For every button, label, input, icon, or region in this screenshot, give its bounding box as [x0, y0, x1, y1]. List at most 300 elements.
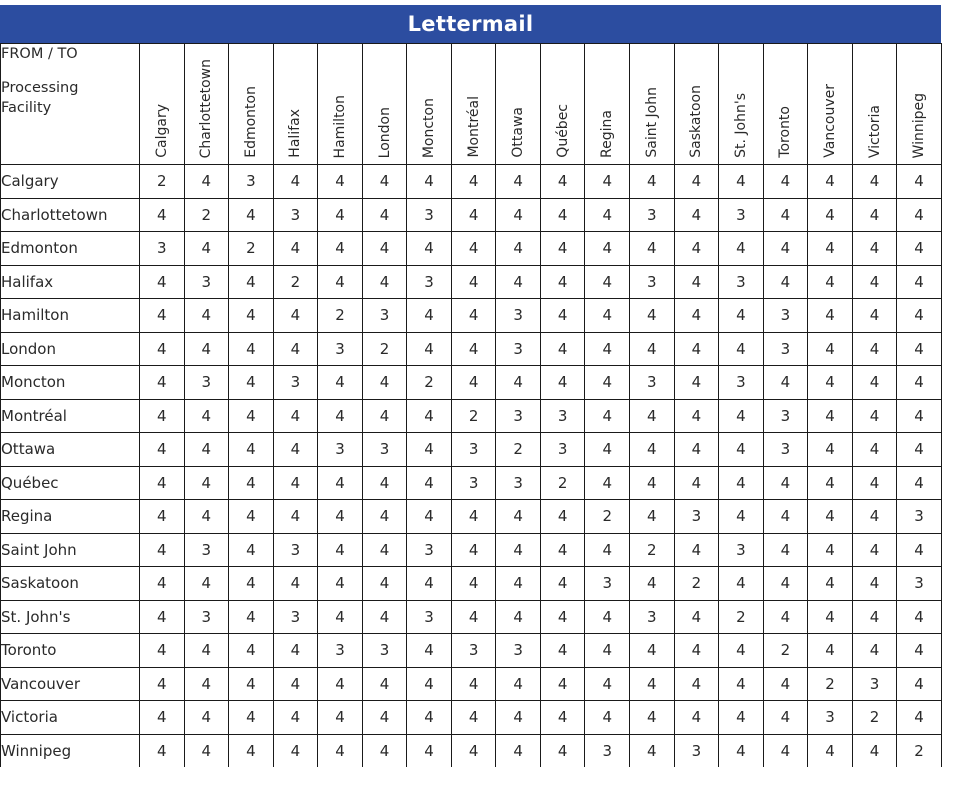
delivery-days-cell: 4: [273, 433, 318, 467]
table-row: [1, 500, 942, 534]
delivery-days-cell: 3: [496, 332, 541, 366]
delivery-days-cell: 4: [140, 265, 185, 299]
delivery-days-cell: 4: [808, 533, 853, 567]
delivery-days-cell: 4: [451, 232, 496, 266]
delivery-days-cell: 4: [674, 165, 719, 199]
delivery-days-cell: 4: [184, 332, 229, 366]
delivery-days-cell: 3: [852, 667, 897, 701]
table-row: [1, 232, 942, 266]
delivery-days-cell: 4: [229, 567, 274, 601]
delivery-days-cell: 4: [362, 466, 407, 500]
delivery-days-cell: 4: [630, 332, 675, 366]
delivery-days-cell: 4: [630, 500, 675, 534]
delivery-days-cell: 2: [273, 265, 318, 299]
delivery-days-cell: 4: [763, 265, 808, 299]
table-row: [1, 634, 942, 668]
delivery-days-cell: 3: [808, 701, 853, 735]
delivery-days-cell: 4: [852, 433, 897, 467]
delivery-days-cell: 3: [407, 198, 452, 232]
delivery-days-cell: 4: [897, 533, 942, 567]
delivery-days-cell: 3: [407, 600, 452, 634]
delivery-days-cell: 4: [273, 667, 318, 701]
destination-header: [630, 44, 675, 165]
delivery-days-cell: 4: [496, 232, 541, 266]
delivery-days-cell: 4: [763, 533, 808, 567]
delivery-days-cell: 2: [184, 198, 229, 232]
delivery-days-cell: 4: [451, 701, 496, 735]
delivery-days-cell: 3: [273, 366, 318, 400]
delivery-days-cell: 4: [763, 232, 808, 266]
delivery-days-cell: 3: [585, 567, 630, 601]
delivery-days-cell: 4: [674, 466, 719, 500]
delivery-days-cell: 4: [674, 533, 719, 567]
delivery-days-cell: 4: [496, 198, 541, 232]
delivery-days-cell: 4: [674, 701, 719, 735]
delivery-days-cell: 4: [496, 667, 541, 701]
delivery-days-cell: 4: [808, 500, 853, 534]
delivery-days-cell: 4: [852, 299, 897, 333]
table-row: [1, 734, 942, 767]
origin-label: Moncton: [1, 366, 140, 400]
delivery-days-cell: 4: [184, 634, 229, 668]
delivery-days-cell: 4: [540, 634, 585, 668]
delivery-days-cell: 4: [719, 399, 764, 433]
delivery-days-cell: 4: [540, 701, 585, 735]
delivery-days-cell: 4: [184, 299, 229, 333]
delivery-days-cell: 3: [184, 366, 229, 400]
origin-label: Victoria: [1, 701, 140, 735]
delivery-days-cell: 3: [674, 500, 719, 534]
destination-header: [318, 44, 363, 165]
delivery-days-cell: 4: [808, 299, 853, 333]
delivery-days-cell: 4: [540, 332, 585, 366]
delivery-days-cell: 4: [318, 600, 363, 634]
delivery-days-cell: 4: [362, 667, 407, 701]
destination-header: [852, 44, 897, 165]
delivery-days-cell: 4: [897, 433, 942, 467]
delivery-days-cell: 4: [184, 667, 229, 701]
delivery-days-cell: 4: [273, 734, 318, 767]
delivery-days-cell: 4: [229, 265, 274, 299]
delivery-days-cell: 4: [229, 366, 274, 400]
delivery-days-cell: 4: [451, 500, 496, 534]
delivery-days-cell: 4: [140, 399, 185, 433]
delivery-days-cell: 4: [407, 701, 452, 735]
delivery-days-cell: 4: [719, 299, 764, 333]
delivery-days-cell: 4: [897, 265, 942, 299]
delivery-days-cell: 4: [808, 232, 853, 266]
delivery-days-cell: 4: [630, 701, 675, 735]
delivery-days-cell: 4: [808, 366, 853, 400]
delivery-days-cell: 4: [407, 399, 452, 433]
delivery-days-cell: 4: [540, 299, 585, 333]
delivery-days-cell: 3: [540, 399, 585, 433]
delivery-days-cell: 4: [229, 198, 274, 232]
delivery-days-cell: 3: [451, 634, 496, 668]
delivery-days-cell: 3: [763, 299, 808, 333]
delivery-days-cell: 4: [852, 198, 897, 232]
delivery-days-cell: 4: [852, 366, 897, 400]
delivery-days-cell: 4: [451, 366, 496, 400]
delivery-days-cell: 3: [630, 198, 675, 232]
delivery-days-cell: 4: [808, 165, 853, 199]
delivery-days-cell: 4: [318, 567, 363, 601]
delivery-days-cell: 3: [318, 433, 363, 467]
delivery-days-cell: 4: [184, 567, 229, 601]
delivery-days-cell: 4: [585, 232, 630, 266]
delivery-days-cell: 4: [362, 734, 407, 767]
delivery-days-cell: 3: [763, 399, 808, 433]
origin-label: Saskatoon: [1, 567, 140, 601]
destination-label: London: [376, 106, 393, 158]
table-row: [1, 701, 942, 735]
destination-header: [184, 44, 229, 165]
delivery-days-cell: 3: [407, 533, 452, 567]
origin-label: Charlottetown: [1, 198, 140, 232]
delivery-days-cell: 4: [184, 433, 229, 467]
destination-label: Winnipeg: [911, 92, 928, 158]
destination-label: Montréal: [465, 96, 482, 158]
delivery-days-cell: 2: [451, 399, 496, 433]
delivery-days-cell: 4: [140, 667, 185, 701]
delivery-days-cell: 4: [451, 165, 496, 199]
delivery-days-cell: 4: [496, 366, 541, 400]
delivery-days-cell: 4: [897, 600, 942, 634]
delivery-days-cell: 3: [897, 567, 942, 601]
destination-label: Vancouver: [821, 84, 838, 158]
delivery-days-cell: 4: [585, 299, 630, 333]
destination-label: Toronto: [777, 106, 794, 158]
delivery-days-cell: 4: [719, 433, 764, 467]
delivery-days-cell: 4: [362, 366, 407, 400]
table-row: [1, 366, 942, 400]
delivery-days-cell: 3: [273, 600, 318, 634]
delivery-days-cell: 4: [763, 198, 808, 232]
delivery-days-cell: 4: [852, 165, 897, 199]
delivery-days-cell: 4: [897, 165, 942, 199]
delivery-days-cell: 4: [140, 466, 185, 500]
delivery-days-cell: 4: [451, 667, 496, 701]
destination-header: [229, 44, 274, 165]
delivery-days-cell: 4: [184, 399, 229, 433]
delivery-days-cell: 4: [719, 667, 764, 701]
delivery-days-cell: 4: [273, 466, 318, 500]
delivery-days-cell: 4: [496, 533, 541, 567]
destination-label: Saint John: [643, 87, 660, 158]
delivery-days-cell: 4: [585, 399, 630, 433]
delivery-days-cell: 4: [719, 734, 764, 767]
origin-label: Montréal: [1, 399, 140, 433]
delivery-days-cell: 4: [318, 734, 363, 767]
delivery-days-cell: 3: [451, 433, 496, 467]
delivery-days-cell: 4: [140, 701, 185, 735]
processing-facility-label: Processing Facility: [1, 80, 79, 116]
delivery-days-cell: 4: [184, 232, 229, 266]
delivery-days-cell: 3: [229, 165, 274, 199]
table-row: [1, 299, 942, 333]
destination-header: [140, 44, 185, 165]
delivery-days-cell: 3: [362, 299, 407, 333]
delivery-days-cell: 4: [362, 399, 407, 433]
delivery-days-cell: 3: [585, 734, 630, 767]
delivery-days-cell: 4: [674, 299, 719, 333]
origin-label: Regina: [1, 500, 140, 534]
delivery-days-cell: 4: [763, 500, 808, 534]
delivery-days-cell: 4: [897, 667, 942, 701]
delivery-days-cell: 4: [496, 600, 541, 634]
delivery-days-cell: 4: [318, 198, 363, 232]
delivery-days-cell: 4: [852, 533, 897, 567]
delivery-days-cell: 4: [674, 433, 719, 467]
delivery-days-cell: 4: [496, 734, 541, 767]
delivery-days-cell: 4: [852, 734, 897, 767]
delivery-days-cell: 3: [897, 500, 942, 534]
destination-label: Charlottetown: [198, 58, 215, 158]
delivery-days-cell: 4: [540, 533, 585, 567]
origin-label: Halifax: [1, 265, 140, 299]
delivery-days-cell: 4: [273, 500, 318, 534]
delivery-days-cell: 4: [852, 232, 897, 266]
header-row: [1, 44, 942, 165]
delivery-days-cell: 4: [897, 701, 942, 735]
delivery-days-cell: 2: [496, 433, 541, 467]
delivery-days-cell: 3: [719, 366, 764, 400]
delivery-days-cell: 4: [763, 701, 808, 735]
delivery-days-cell: 4: [318, 165, 363, 199]
delivery-days-cell: 4: [362, 567, 407, 601]
delivery-days-cell: 4: [763, 567, 808, 601]
delivery-days-cell: 4: [229, 500, 274, 534]
delivery-days-cell: 4: [808, 332, 853, 366]
delivery-days-cell: 3: [719, 198, 764, 232]
delivery-days-cell: 2: [362, 332, 407, 366]
destination-label: Halifax: [287, 109, 304, 158]
delivery-days-cell: 3: [318, 332, 363, 366]
delivery-days-cell: 4: [585, 198, 630, 232]
delivery-days-cell: 4: [630, 299, 675, 333]
delivery-days-cell: 4: [273, 701, 318, 735]
delivery-days-cell: 4: [184, 500, 229, 534]
delivery-days-cell: 4: [630, 466, 675, 500]
delivery-days-cell: 2: [407, 366, 452, 400]
delivery-days-cell: 4: [451, 198, 496, 232]
delivery-days-cell: 3: [630, 366, 675, 400]
delivery-days-cell: 4: [184, 466, 229, 500]
delivery-days-cell: 4: [451, 600, 496, 634]
delivery-days-cell: 4: [763, 600, 808, 634]
origin-label: St. John's: [1, 600, 140, 634]
delivery-days-cell: 4: [140, 198, 185, 232]
destination-label: Hamilton: [331, 94, 348, 158]
delivery-days-cell: 3: [318, 634, 363, 668]
delivery-days-cell: 3: [630, 600, 675, 634]
delivery-standard-grid: [0, 43, 942, 767]
delivery-days-cell: 3: [719, 265, 764, 299]
delivery-days-cell: 2: [140, 165, 185, 199]
delivery-days-cell: 4: [674, 232, 719, 266]
delivery-days-cell: 4: [630, 399, 675, 433]
delivery-days-cell: 4: [852, 567, 897, 601]
destination-header: [362, 44, 407, 165]
delivery-days-cell: 4: [318, 466, 363, 500]
delivery-days-cell: 4: [407, 165, 452, 199]
delivery-days-cell: 4: [719, 634, 764, 668]
delivery-days-cell: 4: [585, 701, 630, 735]
destination-label: Regina: [599, 110, 616, 158]
delivery-days-cell: 2: [719, 600, 764, 634]
delivery-days-cell: 3: [496, 466, 541, 500]
delivery-days-cell: 4: [229, 433, 274, 467]
delivery-days-cell: 3: [273, 198, 318, 232]
delivery-days-cell: 4: [852, 500, 897, 534]
delivery-days-cell: 4: [318, 265, 363, 299]
delivery-days-cell: 4: [763, 366, 808, 400]
delivery-days-cell: 4: [184, 165, 229, 199]
delivery-days-cell: 4: [451, 265, 496, 299]
delivery-days-cell: 2: [630, 533, 675, 567]
delivery-days-cell: 4: [229, 533, 274, 567]
from-to-label: FROM / TO: [1, 46, 78, 62]
destination-label: Saskatoon: [688, 85, 705, 158]
delivery-days-cell: 4: [540, 500, 585, 534]
delivery-days-cell: 4: [808, 265, 853, 299]
delivery-days-cell: 4: [318, 399, 363, 433]
delivery-days-cell: 2: [897, 734, 942, 767]
table-row: [1, 567, 942, 601]
delivery-days-cell: 4: [273, 634, 318, 668]
destination-label: Edmonton: [242, 86, 259, 158]
delivery-days-cell: 4: [897, 198, 942, 232]
delivery-days-cell: 4: [585, 466, 630, 500]
delivery-days-cell: 4: [140, 332, 185, 366]
delivery-days-cell: 4: [630, 567, 675, 601]
delivery-days-cell: 4: [451, 332, 496, 366]
delivery-days-cell: 4: [630, 734, 675, 767]
delivery-days-cell: 4: [407, 734, 452, 767]
destination-header: [273, 44, 318, 165]
delivery-days-cell: 4: [897, 232, 942, 266]
destination-header: [407, 44, 452, 165]
delivery-days-cell: 3: [140, 232, 185, 266]
delivery-days-cell: 4: [808, 198, 853, 232]
delivery-days-cell: 4: [229, 466, 274, 500]
delivery-days-cell: 4: [140, 567, 185, 601]
delivery-days-cell: 4: [407, 299, 452, 333]
delivery-days-cell: 4: [362, 165, 407, 199]
origin-label: Hamilton: [1, 299, 140, 333]
delivery-days-cell: 4: [852, 265, 897, 299]
delivery-days-cell: 4: [808, 567, 853, 601]
delivery-days-cell: 4: [140, 299, 185, 333]
delivery-days-cell: 3: [362, 634, 407, 668]
delivery-days-cell: 4: [229, 734, 274, 767]
delivery-days-cell: 4: [140, 533, 185, 567]
delivery-days-cell: 4: [897, 332, 942, 366]
delivery-days-cell: 2: [318, 299, 363, 333]
delivery-days-cell: 4: [318, 500, 363, 534]
delivery-days-cell: 4: [674, 265, 719, 299]
delivery-days-cell: 4: [540, 600, 585, 634]
destination-label: Victoria: [866, 104, 883, 158]
delivery-days-cell: 4: [496, 165, 541, 199]
delivery-days-cell: 4: [852, 399, 897, 433]
delivery-days-cell: 2: [852, 701, 897, 735]
delivery-days-cell: 3: [496, 634, 541, 668]
delivery-days-cell: 2: [229, 232, 274, 266]
delivery-days-cell: 3: [630, 265, 675, 299]
delivery-days-cell: 4: [808, 433, 853, 467]
delivery-days-cell: 4: [719, 466, 764, 500]
delivery-days-cell: 4: [897, 299, 942, 333]
delivery-days-cell: 4: [362, 265, 407, 299]
delivery-days-cell: 4: [407, 634, 452, 668]
delivery-days-cell: 4: [273, 165, 318, 199]
destination-header: [763, 44, 808, 165]
table-row: [1, 198, 942, 232]
delivery-days-cell: 4: [585, 533, 630, 567]
destination-header: [540, 44, 585, 165]
delivery-days-cell: 4: [318, 232, 363, 266]
table-row: [1, 466, 942, 500]
delivery-days-cell: 4: [674, 634, 719, 668]
destination-header: [496, 44, 541, 165]
delivery-days-cell: 4: [451, 567, 496, 601]
delivery-days-cell: 4: [674, 399, 719, 433]
destination-label: Ottawa: [510, 107, 527, 158]
delivery-days-cell: 3: [451, 466, 496, 500]
delivery-days-cell: 4: [852, 634, 897, 668]
destination-label: Calgary: [153, 104, 170, 158]
delivery-days-cell: 4: [362, 533, 407, 567]
destination-header: [451, 44, 496, 165]
delivery-days-cell: 4: [229, 399, 274, 433]
delivery-days-cell: 4: [630, 165, 675, 199]
delivery-days-cell: 4: [897, 366, 942, 400]
delivery-days-cell: 4: [540, 734, 585, 767]
delivery-days-cell: 4: [719, 165, 764, 199]
delivery-days-cell: 4: [362, 198, 407, 232]
delivery-days-cell: 4: [719, 567, 764, 601]
origin-label: Ottawa: [1, 433, 140, 467]
delivery-days-cell: 3: [674, 734, 719, 767]
delivery-days-cell: 4: [229, 332, 274, 366]
origin-label: Vancouver: [1, 667, 140, 701]
delivery-days-cell: 4: [540, 567, 585, 601]
destination-label: St. John's: [732, 93, 749, 158]
destination-header: [674, 44, 719, 165]
delivery-days-cell: 4: [763, 734, 808, 767]
delivery-days-cell: 4: [273, 567, 318, 601]
delivery-days-cell: 2: [808, 667, 853, 701]
delivery-days-cell: 3: [763, 433, 808, 467]
delivery-days-cell: 4: [808, 466, 853, 500]
delivery-days-cell: 4: [585, 667, 630, 701]
table-body: [1, 165, 942, 768]
delivery-days-cell: 4: [273, 399, 318, 433]
delivery-days-cell: 2: [763, 634, 808, 668]
origin-label: Québec: [1, 466, 140, 500]
table-row: [1, 533, 942, 567]
delivery-days-cell: 4: [407, 500, 452, 534]
delivery-days-cell: 4: [763, 165, 808, 199]
table-row: [1, 600, 942, 634]
lettermail-delivery-table: [0, 5, 941, 767]
delivery-days-cell: 4: [496, 567, 541, 601]
delivery-days-cell: 4: [763, 667, 808, 701]
destination-header: [585, 44, 630, 165]
delivery-days-cell: 4: [897, 399, 942, 433]
delivery-days-cell: 4: [808, 600, 853, 634]
